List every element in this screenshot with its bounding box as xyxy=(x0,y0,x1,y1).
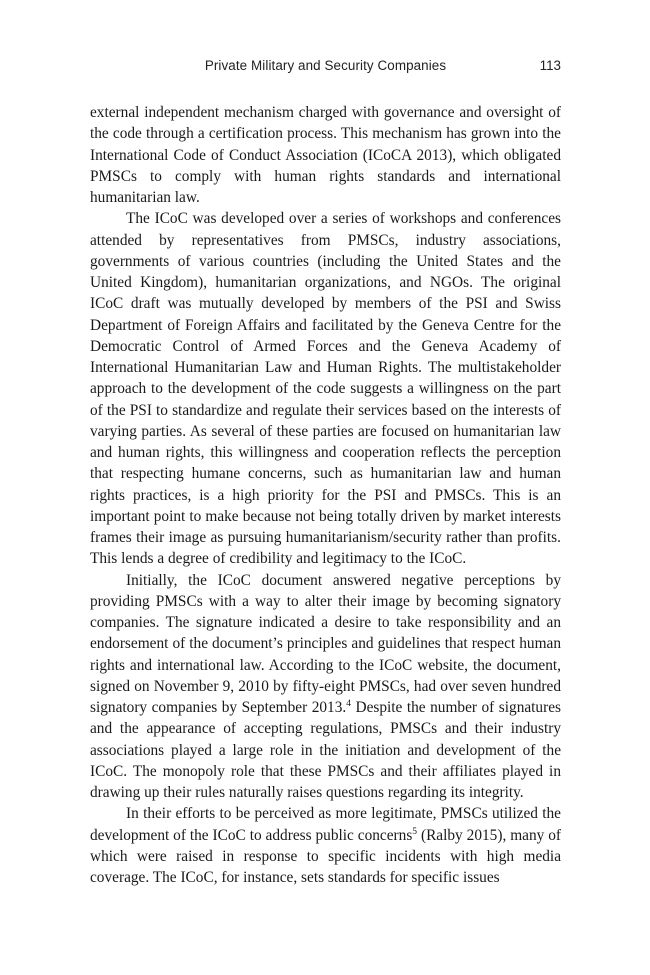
paragraph-text: (Ralby 2015), many of which were raised in response to specific incidents with high media coverage. The ICoC, for instance, sets standards for specific issues xyxy=(90,826,561,886)
running-title: Private Military and Security Companies xyxy=(204,58,447,73)
paragraph-signatory-companies xyxy=(90,570,561,804)
paragraph-text: In their efforts to be perceived as more legitimate, PMSCs utilized the development of the ICoC to address public concerns xyxy=(90,805,561,844)
footnote-marker-4[interactable]: 4 xyxy=(346,699,351,709)
footnote-marker-5[interactable]: 5 xyxy=(412,826,418,837)
paragraph-legitimacy xyxy=(90,803,561,888)
paragraph-icoc-development: The ICoC was developed over a series of workshops and conferences attended by representatives from PMSCs, industry associations, governments of various countries (including the United States and the United Kingdom), humanitarian organizations, and NGOs. The original ICoC draft was mutually developed by members of the PSI and Swiss Department of Foreign Affairs and facilitated by the Geneva Centre for the Democratic Control of Armed Forces and the Geneva Academy of International Humanitarian Law and Human Rights. The multistakeholder approach to the development of the code suggests a willingness on the part of the PSI to standardize and regulate their services based on the interests of varying parties. As several of these parties are focused on humanitarian law and human rights, this willingness and cooperation reflects the perception that respecting humane concerns, such as humanitarian law and human rights practices, is a high priority for the PSI and PMSCs. This is an important point to make because not being totally driven by market interests frames their image as pursuing humanitarianism/​security rather than profits. This lends a degree of credibility and legitimacy to the ICoC. xyxy=(90,210,561,568)
page-number: 113 xyxy=(539,58,561,73)
paragraph-text: Initially, the ICoC document answered negative perceptions by providing PMSCs with a way to alter their image by becoming signatory companies. The signature indicated a desire to take responsibility and an endorsement of the document’s principles and guidelines that respect human rights and international law. According to the ICoC website, the document, signed on November 9, 2010 by fifty-eight PMSCs, had over seven hundred signatory companies by September 2013. xyxy=(90,571,561,716)
body-text xyxy=(90,102,561,888)
paragraph-continuation: external independent mechanism charged with governance and oversight of the code through a certification process. This mechanism has grown into the International Code of Conduct Association (ICoCA 2013), which obligated PMSCs to comply with human rights standards and international humanitarian law. xyxy=(90,104,561,206)
paragraph-text: Despite the number of signatures and the appearance of accepting regulations, PMSCs and their industry associations played a large role in the initiation and development of the ICoC. The monopoly role that these PMSCs and their affiliates played in drawing up their rules naturally raises questions regarding its integrity. xyxy=(90,699,561,801)
book-page xyxy=(90,58,561,888)
running-head xyxy=(90,58,561,80)
